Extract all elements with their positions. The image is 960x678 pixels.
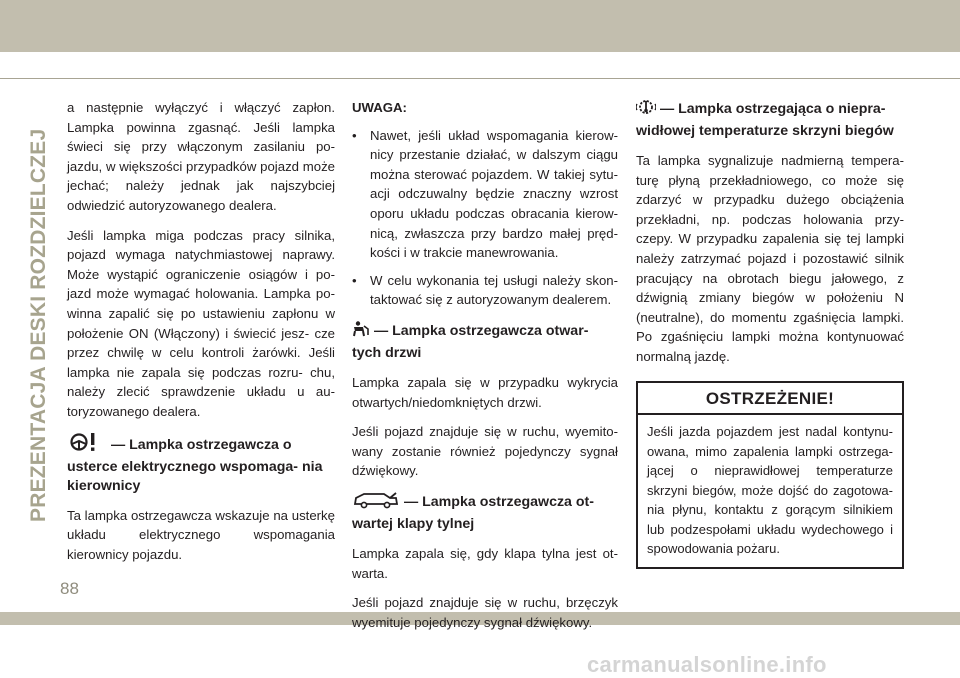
- watermark: carmanualsonline.info: [587, 652, 827, 677]
- paragraph: Lampka zapala się, gdy klapa tylna jest ot- warta.: [352, 545, 618, 581]
- heading-text: — Lampka ostrzegająca o niepra- widłowej temperaturze skrzyni biegów: [636, 101, 894, 139]
- heading-liftgate: [352, 491, 618, 534]
- transmission-temperature-icon: [636, 98, 656, 122]
- list-item: • Nawet, jeśli układ wspomagania kierow- nicy przestanie działać, w dalszym ciągu można sterować pojazdem. W takiej sytu- acji odczuwalny będzie znaczny wzrost oporu układu podczas obracania kierow- nicą, zwłaszcza przy bardzo małej pręd- kości i w trakcie manewrowania.: [352, 126, 618, 263]
- header-rule: [0, 78, 960, 79]
- paragraph: Ta lampka sygnalizuje nadmierną tempera- turę płyną przekładniowego, co może się zdarzyć w przypadku dużego obciążenia przekładni, np. podczas holowania przy- czepy. W przypadku zapalenia się tej lampki należy zatrzymać pojazd i pozostawić silnik pracujący na obrotach biegu jałowego, z dźwignią zmiany biegów w położeniu N (neutralne), do momentu zgaśnięcia lampki. Po zgaśnięciu lampki można kontynuować normalną jazdę.: [636, 153, 904, 364]
- paragraph: a następnie wyłączyć i włączyć zapłon. Lampka powinna zgasnąć. Jeśli lampka świeci się przy włączonym zasilaniu po- jazdu, w większości przypadków pojazd może jechać; należy jednak jak najszybciej odwiedzić autoryzowanego dealera.: [67, 100, 335, 213]
- paragraph: Jeśli pojazd znajduje się w ruchu, wyemito- wany zostanie również pojedynczy sygnał dźwiękowy.: [352, 424, 618, 479]
- heading-text: — Lampka ostrzegawcza o usterce elektrycznego wspomaga- nia kierownicy: [67, 436, 323, 494]
- warning-title: OSTRZEŻENIE!: [638, 383, 902, 416]
- heading-power-steering: [67, 432, 335, 496]
- top-band: [0, 0, 960, 52]
- heading-text: — Lampka ostrzegawcza ot- wartej klapy tylnej: [352, 493, 595, 532]
- steering-wheel-warning-icon: [67, 432, 107, 458]
- list-item: • W celu wykonania tej usługi należy skon- taktować się z autoryzowanym dealerem.: [352, 271, 618, 310]
- note-list: [352, 126, 618, 310]
- page-number: 88: [60, 579, 79, 598]
- note-label: UWAGA:: [352, 100, 407, 115]
- warning-box: [636, 381, 904, 569]
- paragraph: Ta lampka ostrzegawcza wskazuje na usterkę układu elektrycznego wspomagania kierownicy pojazdu.: [67, 507, 335, 562]
- open-liftgate-icon: [352, 491, 400, 515]
- heading-transmission-temp: [636, 98, 904, 141]
- open-door-icon: [352, 320, 370, 344]
- heading-open-door: [352, 320, 618, 363]
- section-side-title: PREZENTACJA DESKI ROZDZIELCZEJ: [27, 128, 50, 522]
- heading-text: — Lampka ostrzegawcza otwar- tych drzwi: [352, 322, 589, 361]
- column-2: [352, 98, 618, 642]
- paragraph: Jeśli lampka miga podczas pracy silnika, pojazd wymaga natychmiastowej naprawy. Może wystąpić ograniczenie osiągów i po- jazd może wymagać holowania. Lampka po- winna zapalić się po ustawieniu zapłonu w położenie ON (Włączony) i świecić jesz- cze przez chwilę w celu kontroli żarówki. Jeśli lampka nie zapala się podczas rozru- chu, należy zlecić sprawdzenie układu u au- toryzowanego dealera.: [67, 227, 335, 419]
- column-1: [67, 98, 335, 574]
- paragraph: Jeśli pojazd znajduje się w ruchu, brzęczyk wyemituje pojedynczy sygnał dźwiękowy.: [352, 595, 618, 630]
- warning-text: Jeśli jazda pojazdem jest nadal kontynu- owana, mimo zapalenia lampki ostrzega- jącej o nieprawidłowej temperaturze skrzyni biegów, może dojść do zagotowa- nia płynu, kontaktu z gorącym silnikiem lub podzespołami układu wydechowego i spowodowania pożaru.: [647, 424, 893, 557]
- column-3: [636, 98, 904, 569]
- paragraph: Lampka zapala się w przypadku wykrycia otwartych/niedomkniętych drzwi.: [352, 374, 618, 410]
